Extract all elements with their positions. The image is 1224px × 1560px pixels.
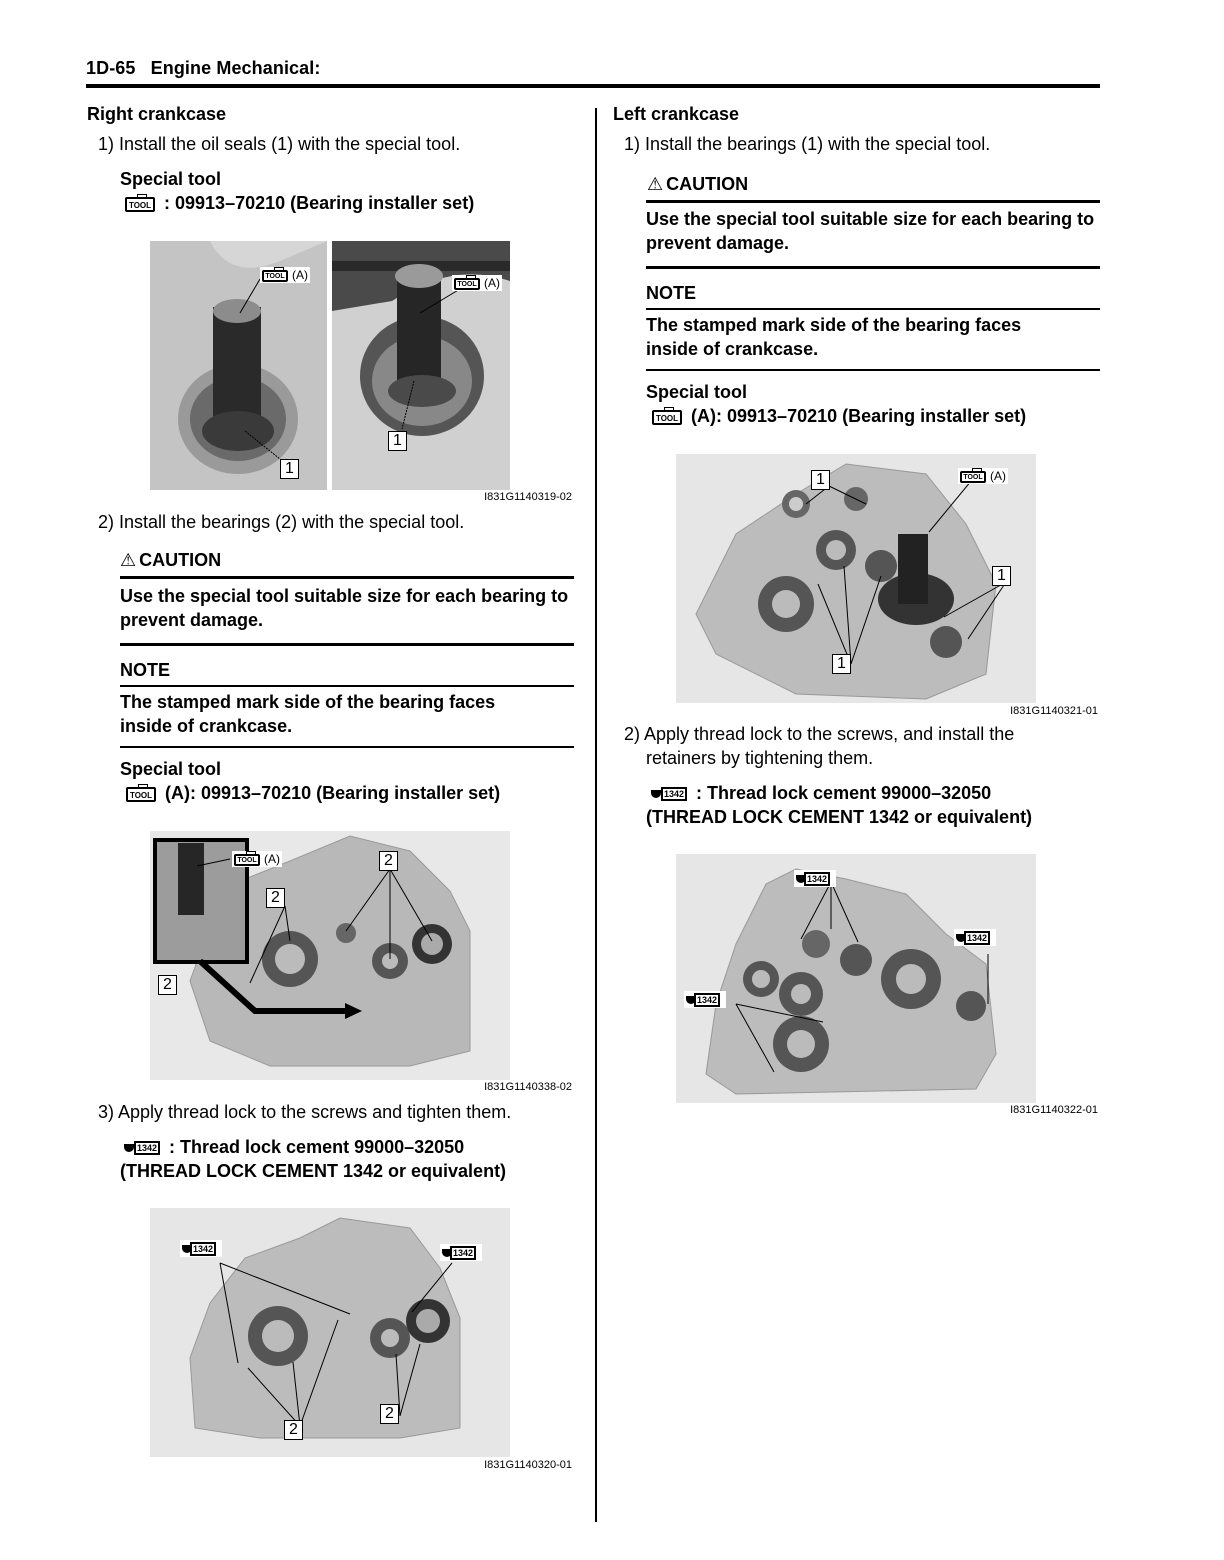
part-callout: 1 xyxy=(811,470,830,490)
thread-lock-callout xyxy=(440,1244,482,1261)
caution-rule-bottom xyxy=(646,266,1100,269)
step-number: 1) xyxy=(624,134,641,154)
tool-icon: TOOL xyxy=(262,270,288,282)
page-header xyxy=(86,58,320,79)
step-number: 2) xyxy=(98,512,115,532)
thread-lock-line2: (THREAD LOCK CEMENT 1342 or equivalent) xyxy=(120,1161,507,1181)
figure-caption: I831G1140320-01 xyxy=(484,1459,572,1471)
part-callout: 2 xyxy=(158,975,177,995)
right-crankcase-title: Right crankcase xyxy=(87,104,227,124)
figure-bearing-install-left xyxy=(676,454,1036,703)
tool-callout: TOOL (A) xyxy=(232,851,282,867)
note-text: The stamped mark side of the bearing faces inside of crankcase. xyxy=(120,692,496,736)
step-text: Apply thread lock to the screws, and install the xyxy=(644,724,1015,744)
step-text: Install the oil seals (1) with the special tool. xyxy=(119,134,461,154)
figure-thread-lock-right xyxy=(150,1208,510,1457)
tool-icon: TOOL xyxy=(125,197,155,212)
step-2-left xyxy=(624,722,1014,746)
caution-heading: ⚠ CAUTION xyxy=(120,550,222,570)
caution-heading: ⚠ CAUTION xyxy=(647,174,749,194)
figure-oil-seal-install-b xyxy=(332,241,510,490)
step-2-right xyxy=(98,510,464,534)
step-number: 3) xyxy=(98,1102,115,1122)
step-text: Install the bearings (1) with the special tool. xyxy=(645,134,991,154)
figure-bearing-install-right xyxy=(150,831,510,1080)
warning-triangle-icon: ⚠ xyxy=(120,550,137,570)
part-callout: 1 xyxy=(992,566,1011,586)
thread-lock-ref xyxy=(651,781,991,805)
step-1-left xyxy=(624,132,990,156)
thread-lock-icon: 1342 xyxy=(442,1246,476,1260)
thread-lock-ref xyxy=(124,1135,464,1159)
figure-caption: I831G1140322-01 xyxy=(1010,1104,1098,1116)
special-tool-label: Special tool xyxy=(646,382,748,402)
part-callout: 2 xyxy=(266,888,285,908)
page-number: 1D-65 xyxy=(86,58,136,78)
note-heading: NOTE xyxy=(646,283,697,303)
special-tool-number: (A): 09913–70210 (Bearing installer set) xyxy=(165,783,501,803)
special-tool-ref xyxy=(126,781,500,805)
figure-caption: I831G1140338-02 xyxy=(484,1081,572,1093)
step-text: Install the bearings (2) with the special tool. xyxy=(119,512,465,532)
tool-icon: TOOL xyxy=(126,787,156,802)
step-text-continued: retainers by tightening them. xyxy=(646,748,874,768)
special-tool-label: Special tool xyxy=(120,169,222,189)
part-callout: 2 xyxy=(380,1404,399,1424)
thread-lock-icon: 1342 xyxy=(124,1141,160,1155)
part-callout: 2 xyxy=(284,1420,303,1440)
special-tool-ref xyxy=(125,191,474,215)
thread-lock-callout xyxy=(180,1240,222,1257)
special-tool-label: Special tool xyxy=(120,759,222,779)
thread-lock-icon: 1342 xyxy=(686,993,720,1007)
step-number: 2) xyxy=(624,724,641,744)
header-rule xyxy=(86,84,1100,88)
thread-lock-icon: 1342 xyxy=(796,872,830,886)
step-3-right xyxy=(98,1100,511,1124)
column-divider xyxy=(595,108,597,1522)
part-callout: 2 xyxy=(379,851,398,871)
caution-rule-bottom xyxy=(120,643,574,646)
part-callout: 1 xyxy=(388,431,407,451)
warning-triangle-icon: ⚠ xyxy=(647,174,664,194)
section-title: Engine Mechanical: xyxy=(150,58,321,78)
figure-caption: I831G1140321-01 xyxy=(1010,705,1098,717)
left-crankcase-title: Left crankcase xyxy=(613,104,740,124)
special-tool-number: : 09913–70210 (Bearing installer set) xyxy=(164,193,475,213)
caution-text: Use the special tool suitable size for each bearing to prevent damage. xyxy=(120,586,569,630)
thread-lock-line1: : Thread lock cement 99000–32050 xyxy=(169,1137,465,1157)
tool-callout: TOOL (A) xyxy=(958,468,1008,484)
thread-lock-callout xyxy=(954,929,996,946)
note-heading: NOTE xyxy=(120,660,171,680)
caution-rule-top xyxy=(646,200,1100,203)
tool-callout: TOOL (A) xyxy=(452,275,502,291)
thread-lock-icon: 1342 xyxy=(956,931,990,945)
note-rule-bottom xyxy=(120,746,574,748)
thread-lock-icon: 1342 xyxy=(182,1242,216,1256)
figure-oil-seal-install-a xyxy=(150,241,327,490)
note-text: The stamped mark side of the bearing faces inside of crankcase. xyxy=(646,315,1022,359)
note-rule-bottom xyxy=(646,369,1100,371)
step-text: Apply thread lock to the screws and tighten them. xyxy=(118,1102,512,1122)
tool-icon: TOOL xyxy=(960,471,986,483)
note-rule-top xyxy=(120,685,574,687)
thread-lock-callout xyxy=(684,991,726,1008)
tool-icon: TOOL xyxy=(454,278,480,290)
step-1-right xyxy=(98,132,460,156)
note-rule-top xyxy=(646,308,1100,310)
special-tool-ref xyxy=(652,404,1026,428)
thread-lock-line2: (THREAD LOCK CEMENT 1342 or equivalent) xyxy=(646,807,1033,827)
special-tool-number: (A): 09913–70210 (Bearing installer set) xyxy=(691,406,1027,426)
caution-rule-top xyxy=(120,576,574,579)
figure-caption: I831G1140319-02 xyxy=(484,491,572,503)
thread-lock-line1: : Thread lock cement 99000–32050 xyxy=(696,783,992,803)
part-callout: 1 xyxy=(280,459,299,479)
thread-lock-callout xyxy=(794,870,836,887)
tool-callout: TOOL (A) xyxy=(260,267,310,283)
caution-text: Use the special tool suitable size for each bearing to prevent damage. xyxy=(646,209,1095,253)
figure-thread-lock-left xyxy=(676,854,1036,1103)
thread-lock-icon: 1342 xyxy=(651,787,687,801)
step-number: 1) xyxy=(98,134,115,154)
part-callout: 1 xyxy=(832,654,851,674)
tool-icon: TOOL xyxy=(234,854,260,866)
tool-icon: TOOL xyxy=(652,410,682,425)
